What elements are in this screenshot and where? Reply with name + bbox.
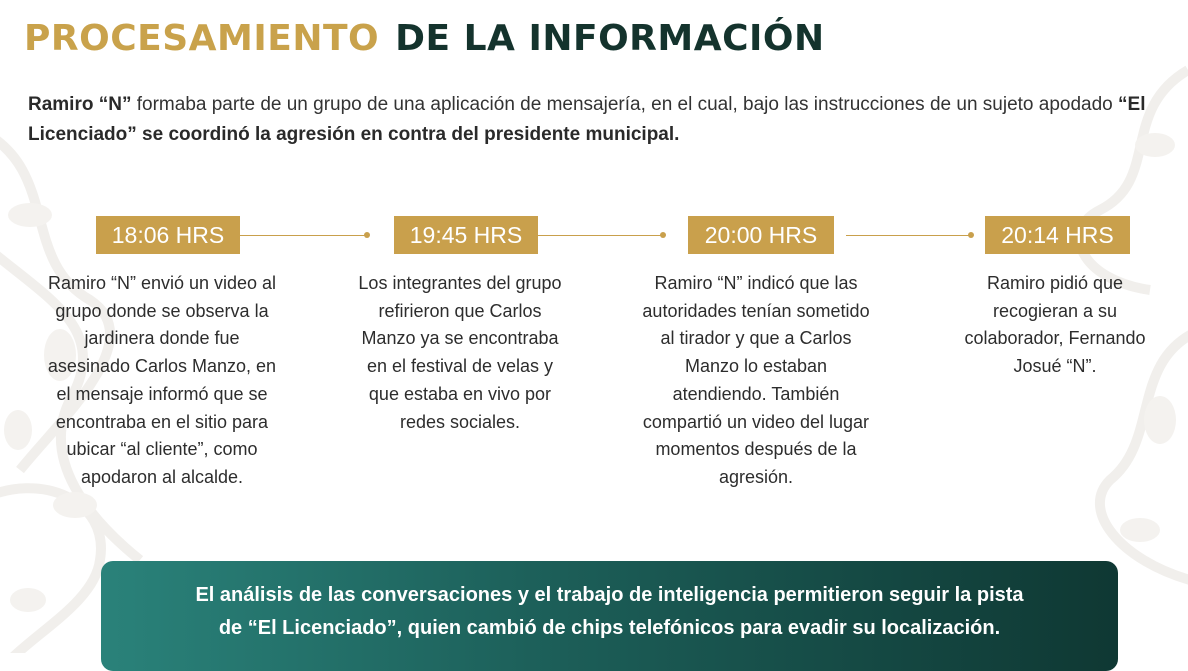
title-part-2: DE LA INFORMACIÓN bbox=[395, 18, 825, 59]
conclusion-banner bbox=[101, 561, 1118, 671]
timeline-dot-1 bbox=[364, 232, 370, 238]
conclusion-text bbox=[101, 579, 1118, 645]
timeline-dot-2 bbox=[660, 232, 666, 238]
intro-name: Ramiro “N” bbox=[28, 94, 132, 115]
time-badge: 18:06 HRS bbox=[96, 216, 240, 254]
time-badge: 19:45 HRS bbox=[394, 216, 538, 254]
intro-bold-end: “El Licenciado” se coordinó la agresión en contra del presidente municipal. bbox=[28, 94, 1146, 145]
page-title bbox=[24, 14, 825, 64]
timeline-item-3 bbox=[688, 216, 834, 254]
intro-text: formaba parte de un grupo de una aplicación de mensajería, en el cual, bajo las instrucciones de un sujeto apodado bbox=[131, 94, 1119, 115]
title-part-1: PROCESAMIENTO bbox=[24, 18, 380, 59]
timeline-description-1: Ramiro “N” envió un video al grupo donde se observa la jardinera donde fue asesinado Carlos Manzo, en el mensaje informó que se encontraba en el sitio para ubicar “al cliente”, como apodaron al alcalde. bbox=[47, 273, 277, 487]
timeline-item-1 bbox=[96, 216, 240, 254]
timeline-dot-3 bbox=[968, 232, 974, 238]
timeline-item-2 bbox=[394, 216, 538, 254]
timeline-description-2: Los integrantes del grupo refirieron que Carlos Manzo ya se encontraba en el festival de velas y que estaba en vivo por redes sociales. bbox=[358, 273, 562, 432]
timeline-item-4 bbox=[985, 216, 1130, 254]
time-badge: 20:14 HRS bbox=[985, 216, 1130, 254]
timeline-description-4: Ramiro pidió que recogieran a su colaborador, Fernando Josué “N”. bbox=[964, 273, 1146, 377]
timeline-connector-2 bbox=[538, 235, 662, 236]
timeline-connector-1 bbox=[240, 235, 366, 236]
conclusion-line-1: El análisis de las conversaciones y el trabajo de inteligencia permitieron seguir la pista bbox=[195, 584, 1024, 606]
timeline-connector-3 bbox=[846, 235, 970, 236]
time-badge: 20:00 HRS bbox=[688, 216, 834, 254]
timeline-description-3: Ramiro “N” indicó que las autoridades tenían sometido al tirador y que a Carlos Manzo lo estaban atendiendo. También compartió un video del lugar momentos después de la agresión. bbox=[642, 273, 870, 487]
intro-paragraph bbox=[28, 90, 1168, 150]
conclusion-line-2: de “El Licenciado”, quien cambió de chips telefónicos para evadir su localización. bbox=[218, 617, 1001, 639]
